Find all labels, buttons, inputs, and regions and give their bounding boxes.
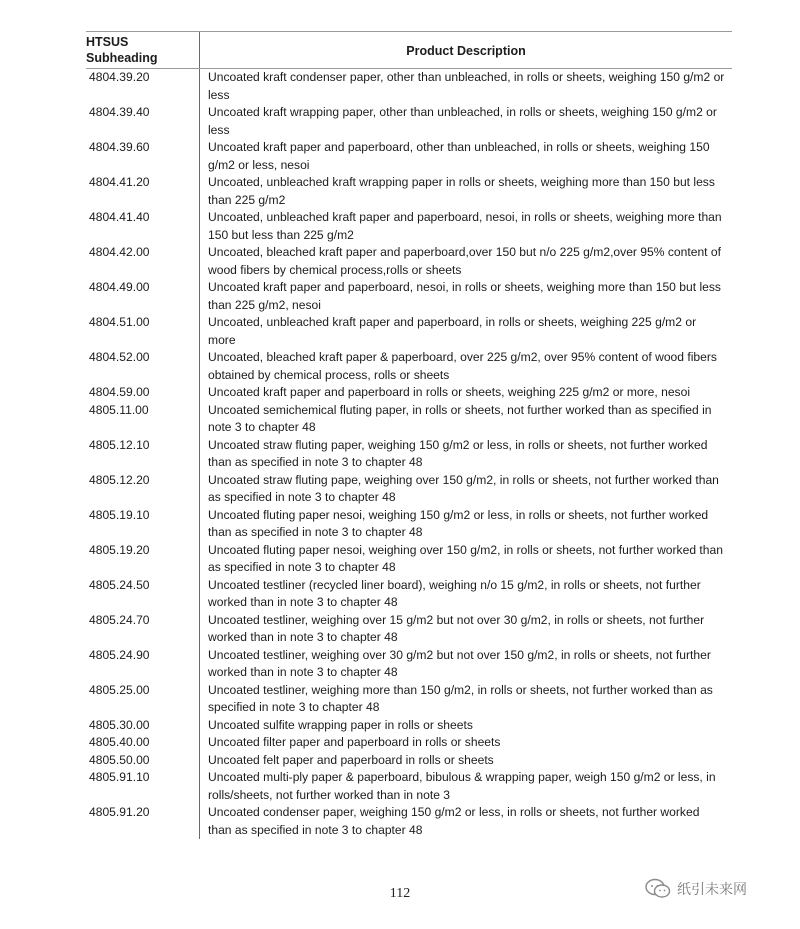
subheading-code: 4805.24.50 <box>89 577 150 592</box>
chat-bubble-icon <box>645 878 671 900</box>
table-row <box>86 769 732 804</box>
subheading-code: 4805.30.00 <box>89 717 150 732</box>
product-description: Uncoated semichemical fluting paper, in rolls or sheets, not further worked than as specified in note 3 to chapter 48 <box>208 402 712 434</box>
product-description: Uncoated fluting paper nesoi, weighing over 150 g/m2, in rolls or sheets, not further worked than as specified in note 3 to chapter 48 <box>208 542 723 574</box>
table-row <box>86 244 732 279</box>
subheading-code: 4804.39.60 <box>89 140 150 154</box>
table-body <box>86 69 732 839</box>
table-row <box>86 437 732 472</box>
table-row <box>86 279 732 314</box>
table-row <box>86 647 732 682</box>
subheading-code: 4805.40.00 <box>89 735 150 749</box>
product-description: Uncoated kraft paper and paperboard, nesoi, in rolls or sheets, weighing more than 150 but less than 225 g/m2, nesoi <box>208 280 721 312</box>
subheading-code: 4805.12.10 <box>89 437 150 452</box>
subheading-code: 4805.50.00 <box>89 752 150 767</box>
subheading-code: 4804.59.00 <box>89 385 150 399</box>
page-number: 112 <box>389 886 411 901</box>
subheading-code: 4805.91.20 <box>89 805 150 819</box>
table-row <box>86 472 732 507</box>
product-description: Uncoated, unbleached kraft paper and paperboard, in rolls or sheets, weighing 225 g/m2 or more <box>208 315 697 347</box>
watermark <box>645 878 747 900</box>
table-row <box>86 734 732 752</box>
table-row <box>86 682 732 717</box>
table-row <box>86 402 732 437</box>
subheading-code: 4804.41.40 <box>89 210 150 224</box>
htsus-table <box>86 31 732 839</box>
table-row <box>86 612 732 647</box>
product-description: Uncoated felt paper and paperboard in rolls or sheets <box>208 752 494 767</box>
table-header <box>86 31 732 69</box>
subheading-code: 4805.19.20 <box>89 542 150 557</box>
product-description: Uncoated, bleached kraft paper & paperboard, over 225 g/m2, over 95% content of wood fibers obtained by chemical process, rolls or sheets <box>208 350 717 382</box>
table-row <box>86 174 732 209</box>
table-row <box>86 209 732 244</box>
table-row <box>86 804 732 839</box>
product-description: Uncoated testliner, weighing over 15 g/m2 but not over 30 g/m2, in rolls or sheets, not further worked than in note 3 to chapter 48 <box>208 612 705 644</box>
table-row <box>86 314 732 349</box>
header-col1-line1: HTSUS <box>86 35 129 49</box>
table-row <box>86 507 732 542</box>
product-description: Uncoated condenser paper, weighing 150 g/m2 or less, in rolls or sheets, not further worked than as specified in note 3 to chapter 48 <box>208 805 700 837</box>
product-description: Uncoated kraft paper and paperboard, other than unbleached, in rolls or sheets, weighing 150 g/m2 or less, nesoi <box>208 140 710 172</box>
product-description: Uncoated, unbleached kraft paper and paperboard, nesoi, in rolls or sheets, weighing more than 150 but less than 225 g/m2 <box>208 210 722 242</box>
subheading-code: 4804.49.00 <box>89 280 150 294</box>
subheading-code: 4804.42.00 <box>89 245 150 259</box>
subheading-code: 4805.91.10 <box>89 770 150 784</box>
product-description: Uncoated kraft wrapping paper, other than unbleached, in rolls or sheets, weighing 150 g/m2 or less <box>208 105 717 137</box>
table-row <box>86 69 732 104</box>
watermark-text: 纸引未来网 <box>677 881 747 897</box>
subheading-code: 4805.24.70 <box>89 612 150 627</box>
subheading-code: 4804.41.20 <box>89 175 150 189</box>
product-description: Uncoated testliner (recycled liner board), weighing n/o 15 g/m2, in rolls or sheets, not further worked than in note 3 to chapter 48 <box>208 577 701 609</box>
table-row <box>86 577 732 612</box>
header-product-description: Product Description <box>406 44 526 58</box>
product-description: Uncoated testliner, weighing more than 150 g/m2, in rolls or sheets, not further worked than as specified in note 3 to chapter 48 <box>208 682 713 714</box>
product-description: Uncoated straw fluting paper, weighing 150 g/m2 or less, in rolls or sheets, not further worked than as specified in note 3 to chapter 48 <box>208 437 708 469</box>
product-description: Uncoated multi-ply paper & paperboard, bibulous & wrapping paper, weigh 150 g/m2 or less, in rolls/sheets, not further worked than in note 3 <box>208 770 716 802</box>
product-description: Uncoated fluting paper nesoi, weighing 150 g/m2 or less, in rolls or sheets, not further worked than as specified in note 3 to chapter 48 <box>208 507 709 539</box>
product-description: Uncoated, unbleached kraft wrapping paper in rolls or sheets, weighing more than 150 but less than 225 g/m2 <box>208 175 715 207</box>
table-row <box>86 139 732 174</box>
subheading-code: 4804.39.20 <box>89 70 150 84</box>
subheading-code: 4805.25.00 <box>89 682 150 697</box>
product-description: Uncoated kraft paper and paperboard in rolls or sheets, weighing 225 g/m2 or more, nesoi <box>208 385 691 399</box>
table-row <box>86 542 732 577</box>
subheading-code: 4804.39.40 <box>89 105 150 119</box>
table-row <box>86 752 732 770</box>
product-description: Uncoated filter paper and paperboard in rolls or sheets <box>208 735 501 749</box>
product-description: Uncoated, bleached kraft paper and paperboard,over 150 but n/o 225 g/m2,over 95% content of wood fibers by chemical process,rolls or sheets <box>208 245 721 277</box>
subheading-code: 4805.11.00 <box>89 402 149 417</box>
subheading-code: 4805.12.20 <box>89 472 150 487</box>
subheading-code: 4804.52.00 <box>89 350 150 364</box>
header-col1-line2: Subheading <box>86 51 158 65</box>
table-row <box>86 349 732 384</box>
subheading-code: 4805.19.10 <box>89 507 150 522</box>
product-description: Uncoated testliner, weighing over 30 g/m2 but not over 150 g/m2, in rolls or sheets, not further worked than in note 3 to chapter 48 <box>208 647 711 679</box>
table-row <box>86 104 732 139</box>
header-subheading <box>86 32 200 68</box>
subheading-code: 4804.51.00 <box>89 315 150 329</box>
product-description: Uncoated sulfite wrapping paper in rolls or sheets <box>208 717 473 732</box>
product-description: Uncoated straw fluting pape, weighing over 150 g/m2, in rolls or sheets, not further worked than as specified in note 3 to chapter 48 <box>208 472 719 504</box>
product-description: Uncoated kraft condenser paper, other than unbleached, in rolls or sheets, weighing 150 g/m2 or less <box>208 70 725 102</box>
table-row <box>86 717 732 735</box>
table-row <box>86 384 732 402</box>
subheading-code: 4805.24.90 <box>89 647 150 662</box>
